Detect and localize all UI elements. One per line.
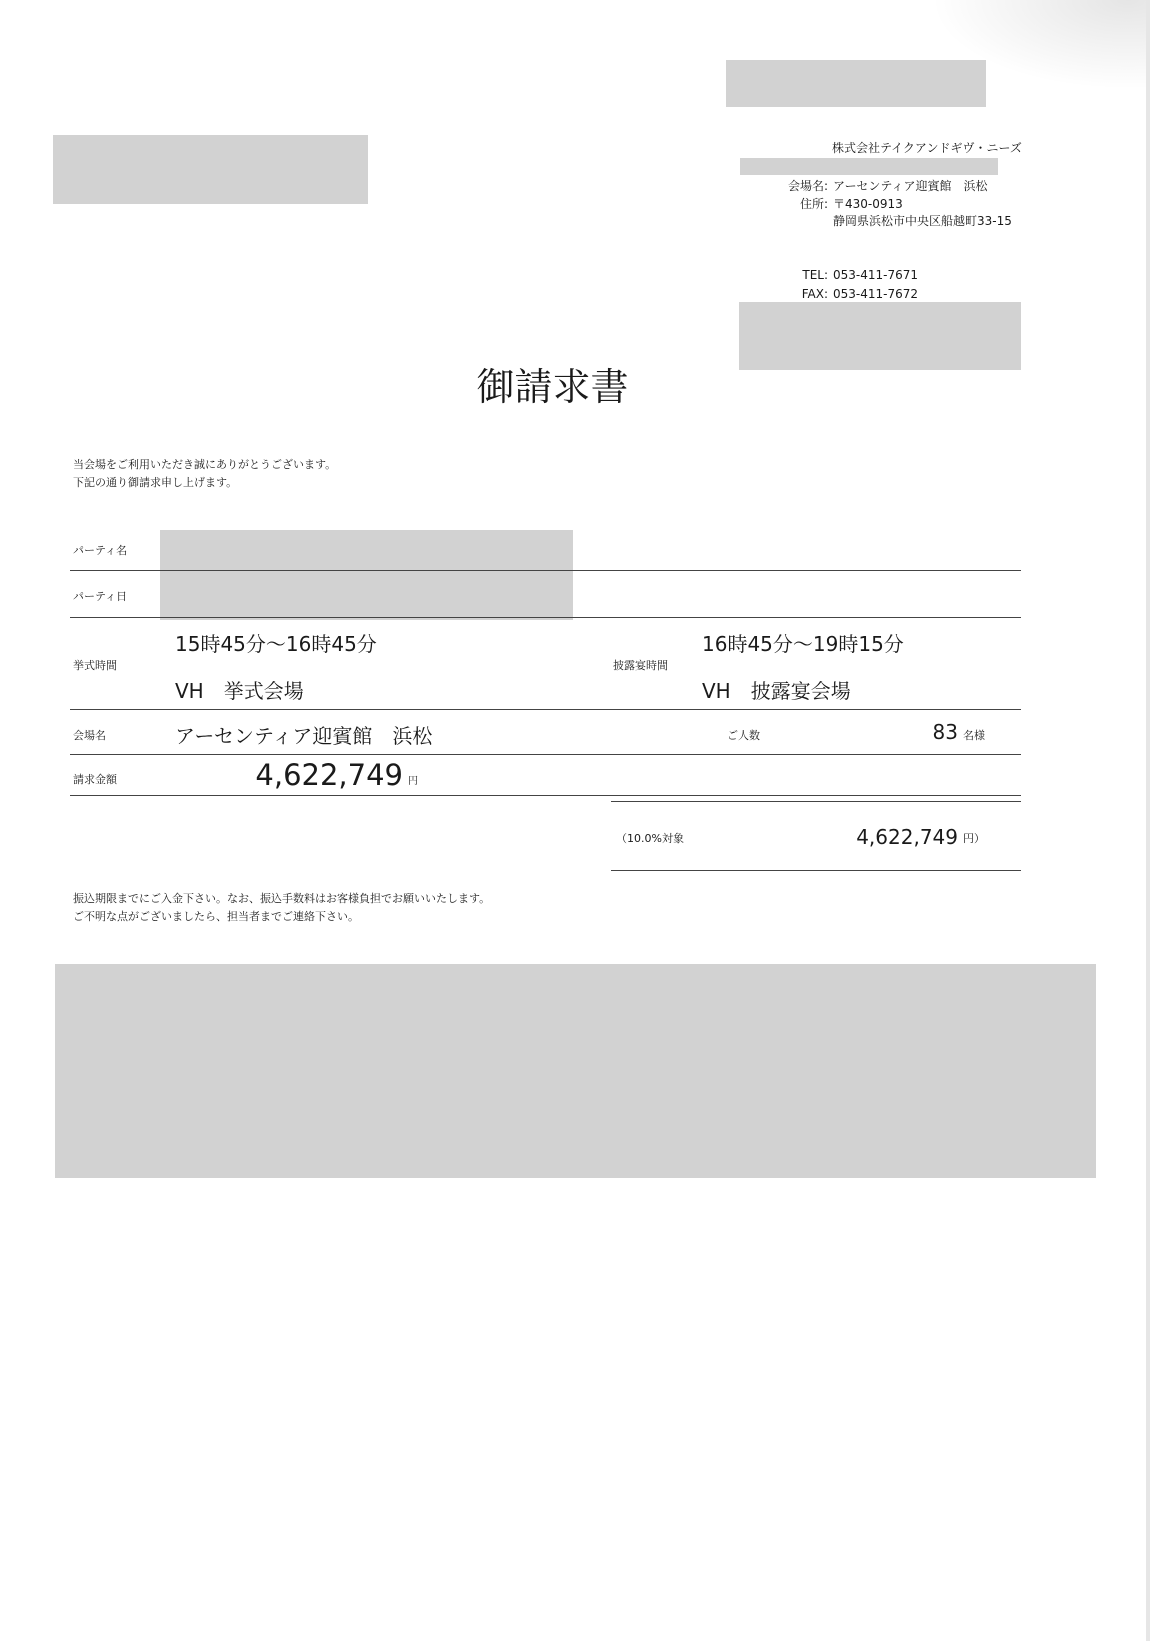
- row-divider: [70, 617, 1021, 618]
- tax-top-rule: [611, 801, 1021, 802]
- redacted-block-bank: [55, 964, 1096, 1178]
- row-divider: [70, 570, 1021, 571]
- redacted-block-recipient: [53, 135, 368, 204]
- document-title: 御請求書: [476, 365, 629, 409]
- amount-value: 4,622,749: [255, 758, 403, 792]
- venue-value: アーセンティア迎賓館 浜松: [175, 724, 433, 748]
- tax-bottom-rule: [611, 870, 1021, 871]
- intro-line-1: 当会場をご利用いただき誠にありがとうございます。: [73, 458, 337, 471]
- ceremony-venue: VH 挙式会場: [175, 679, 304, 703]
- reception-time-label: 披露宴時間: [613, 659, 668, 672]
- tax-amount: 4,622,749: [856, 825, 958, 849]
- redacted-block-stamp: [739, 302, 1021, 370]
- issuer-fax-label: FAX:: [801, 287, 828, 301]
- guests-unit: 名様: [963, 729, 985, 742]
- reception-venue: VH 披露宴会場: [702, 679, 851, 703]
- reception-time: 16時45分〜19時15分: [702, 632, 904, 656]
- issuer-venue-label: 会場名:: [787, 179, 828, 193]
- tax-label: （10.0%対象: [616, 832, 684, 845]
- guests-count: 83: [932, 720, 958, 744]
- amount-label: 請求金額: [73, 773, 117, 786]
- footer-note-1: 振込期限までにご入金下さい。なお、振込手数料はお客様負担でお願いいたします。: [73, 892, 491, 905]
- ceremony-time-label: 挙式時間: [73, 659, 117, 672]
- footer-note-2: ご不明な点がございましたら、担当者までご連絡下さい。: [73, 910, 359, 923]
- issuer-address-label: 住所:: [799, 197, 828, 211]
- issuer-postal: 〒430-0913: [833, 197, 903, 211]
- issuer-venue-value: アーセンティア迎賓館 浜松: [833, 179, 988, 193]
- issuer-tel: 053-411-7671: [833, 268, 919, 282]
- redacted-block-party: [160, 530, 573, 620]
- row-divider: [70, 754, 1021, 755]
- row-divider: [70, 795, 1021, 796]
- party-date-label: パーティ日: [73, 590, 128, 603]
- issuer-address: 静岡県浜松市中央区船越町33-15: [833, 214, 1012, 228]
- issuer-tel-label: TEL:: [802, 268, 828, 282]
- redacted-block-top: [726, 60, 986, 107]
- tax-unit: 円）: [963, 832, 985, 845]
- redacted-block-company-line: [740, 158, 998, 175]
- row-divider: [70, 709, 1021, 710]
- issuer-fax: 053-411-7672: [833, 287, 919, 301]
- page-right-edge: [1146, 0, 1150, 1641]
- party-name-label: パーティ名: [73, 544, 128, 557]
- issuer-company: 株式会社テイクアンドギヴ・ニーズ: [832, 141, 1022, 155]
- venue-label: 会場名: [73, 729, 106, 742]
- amount-unit: 円: [408, 776, 418, 787]
- guests-label: ご人数: [727, 729, 760, 742]
- intro-line-2: 下記の通り御請求申し上げます。: [73, 476, 238, 489]
- ceremony-time: 15時45分〜16時45分: [175, 632, 377, 656]
